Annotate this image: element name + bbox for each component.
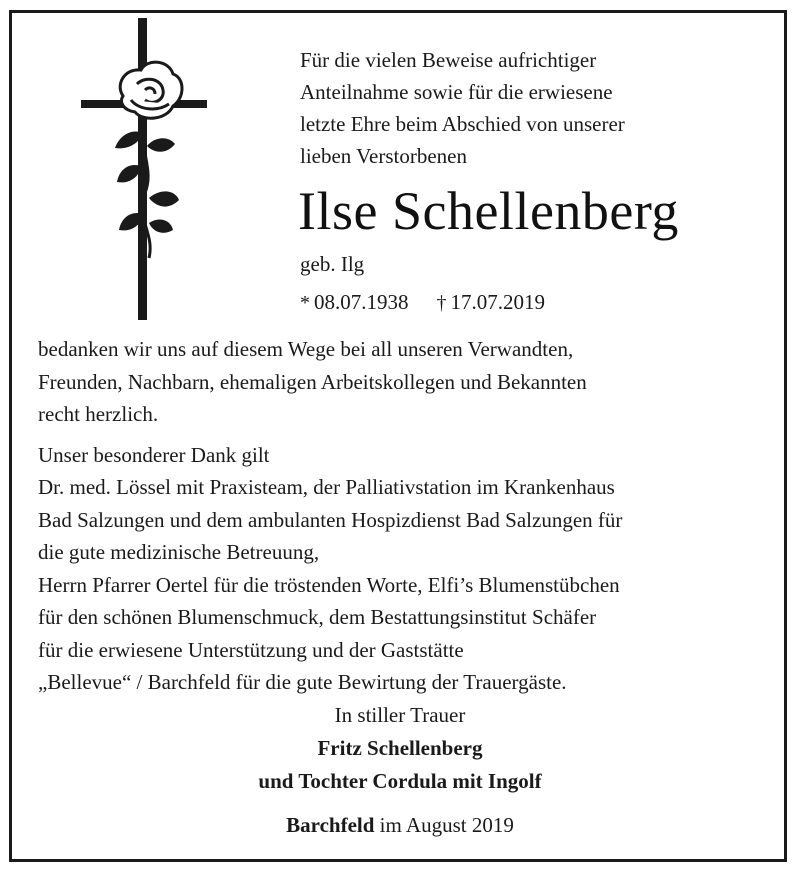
body-line: „Bellevue“ / Barchfeld für die gute Bewirtung der Trauergäste.: [38, 670, 567, 694]
body-line: für den schönen Blumenschmuck, dem Bestattungsinstitut Schäfer: [38, 605, 597, 629]
death-cross-icon: †: [436, 292, 447, 314]
place-name: Barchfeld: [286, 813, 375, 837]
birth-date: 08.07.1938: [314, 290, 409, 314]
mourning-line: In stiller Trauer: [334, 703, 466, 727]
body-line: für die erwiesene Unterstützung und der Gaststätte: [38, 637, 464, 662]
death-date: 17.07.2019: [450, 290, 545, 314]
body-line: Herrn Pfarrer Oertel für die tröstenden Worte, Elfi’s Blumenstübchen: [38, 572, 620, 597]
intro-line: letzte Ehre beim Abschied von unserer: [300, 112, 625, 136]
deceased-name: Ilse Schellenberg: [298, 181, 679, 241]
body-line: Dr. med. Lössel mit Praxisteam, der Palliativstation im Krankenhaus: [38, 475, 615, 499]
intro-line: Anteilnahme sowie für die erwiesene: [300, 80, 613, 104]
body-line: die gute medizinische Betreuung,: [38, 540, 320, 564]
signer-secondary: und Tochter Cordula mit Ingolf: [258, 769, 542, 793]
intro-line: Für die vielen Beweise aufrichtiger: [300, 48, 597, 72]
place-date: [0, 813, 800, 838]
maiden-name: geb. Ilg: [300, 252, 365, 276]
life-dates: [300, 290, 545, 315]
body-line: Unser besonderer Dank gilt: [38, 442, 270, 467]
intro-text: [300, 44, 740, 172]
body-line: Bad Salzungen und dem ambulanten Hospizdienst Bad Salzungen für: [38, 507, 623, 532]
birth-star-icon: *: [300, 292, 310, 314]
signer-primary: Fritz Schellenberg: [317, 736, 483, 760]
body-line: bedanken wir uns auf diesem Wege bei all unseren Verwandten,: [38, 337, 574, 361]
intro-line: lieben Verstorbenen: [300, 144, 467, 168]
cross-with-rose-icon: [75, 18, 215, 320]
thanks-body: [38, 333, 768, 699]
body-line: recht herzlich.: [38, 402, 159, 426]
closing-date: im August 2019: [379, 813, 514, 837]
body-line: Freunden, Nachbarn, ehemaligen Arbeitskollegen und Bekannten: [38, 369, 587, 394]
